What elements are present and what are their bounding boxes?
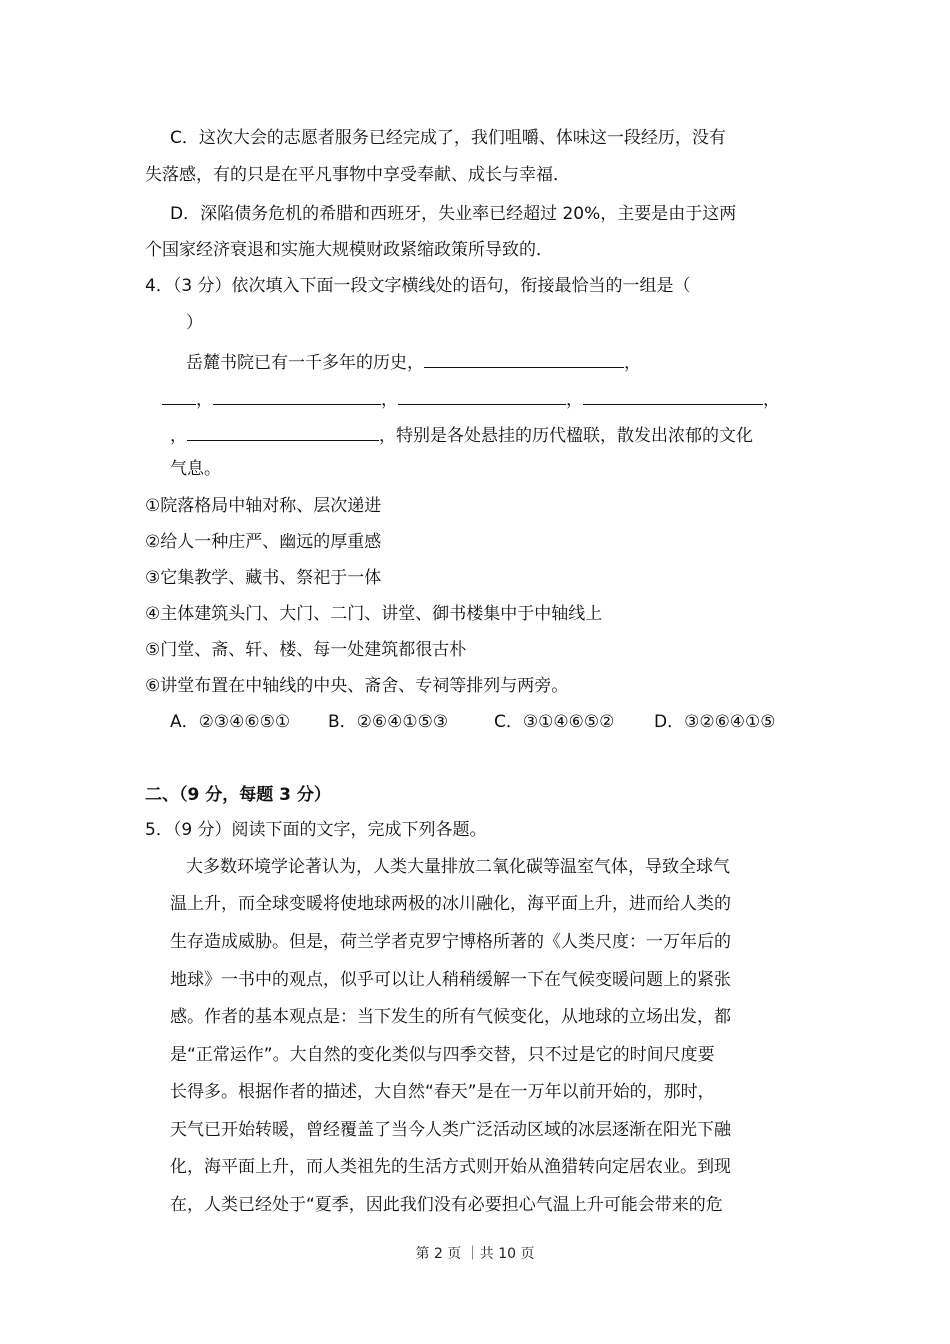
q4-passage-line3 <box>170 424 753 446</box>
q5-passage-line: 是“正常运作”。大自然的变化类似与四季交替，只不过是它的时间尺度要 <box>170 1045 715 1065</box>
passage-comma: ， <box>763 390 780 410</box>
q4-item-3: ③它集教学、藏书、祭祀于一体 <box>145 568 382 588</box>
fill-blank[interactable] <box>187 424 379 441</box>
passage-text: 岳麓书院已有一千多年的历史， <box>186 353 424 373</box>
fill-blank[interactable] <box>424 351 624 368</box>
passage-comma: ， <box>566 390 583 410</box>
q3-option-c-line2: 失落感，有的只是在平凡事物中享受奉献、成长与幸福． <box>145 165 570 185</box>
q4-item-5: ⑤门堂、斋、轩、楼、每一处建筑都很古朴 <box>145 640 467 660</box>
q4-passage-line4: 气息。 <box>170 459 221 479</box>
q4-stem-line2: ） <box>186 313 203 333</box>
q5-passage-line: 大多数环境学论著认为，人类大量排放二氧化碳等温室气体，导致全球气 <box>186 857 730 877</box>
q4-item-2: ②给人一种庄严、幽远的厚重感 <box>145 532 382 552</box>
q5-passage-line: 天气已开始转暖，曾经覆盖了当今人类广泛活动区域的冰层逐渐在阳光下融 <box>170 1120 731 1140</box>
section-two-heading: 二、（9 分，每题 3 分） <box>145 785 331 805</box>
q4-choice-d[interactable]: D．③②⑥④①⑤ <box>654 712 776 732</box>
q4-item-6: ⑥讲堂布置在中轴线的中央、斋舍、专祠等排列与两旁。 <box>145 676 569 696</box>
q4-passage-line1 <box>186 351 641 373</box>
q4-choice-a[interactable]: A．②③④⑥⑤① <box>170 712 291 732</box>
passage-text: ，特别是各处悬挂的历代楹联，散发出浓郁的文化 <box>379 426 753 446</box>
q3-option-d-line1: D．深陷债务危机的希腊和西班牙，失业率已经超过 20%，主要是由于这两 <box>170 204 737 224</box>
q5-stem: 5．（9 分）阅读下面的文字，完成下列各题。 <box>145 820 487 840</box>
q5-passage-line: 温上升，而全球变暖将使地球两极的冰川融化，海平面上升，进而给人类的 <box>170 894 731 914</box>
q5-passage-line: 化，海平面上升，而人类祖先的生活方式则开始从渔猎转向定居农业。到现 <box>170 1157 731 1177</box>
q5-passage-line: 在，人类已经处于“夏季，因此我们没有必要担心气温上升可能会带来的危 <box>170 1195 723 1215</box>
q4-choice-b[interactable]: B．②⑥④①⑤③ <box>328 712 449 732</box>
q4-item-1: ①院落格局中轴对称、层次递进 <box>145 496 382 516</box>
fill-blank[interactable] <box>162 388 196 405</box>
passage-comma: ， <box>624 353 641 373</box>
q3-option-c-line1: C．这次大会的志愿者服务已经完成了，我们咀嚼、体味这一段经历，没有 <box>170 128 726 148</box>
q4-stem-line1: 4．（3 分）依次填入下面一段文字横线处的语句，衔接最恰当的一组是（ <box>145 276 691 296</box>
q5-passage-line: 感。作者的基本观点是：当下发生的所有气候变化，从地球的立场出发，都 <box>170 1007 731 1027</box>
q5-passage-line: 生存造成威胁。但是，荷兰学者克罗宁博格所著的《人类尺度：一万年后的 <box>170 932 731 952</box>
passage-comma: ， <box>381 390 398 410</box>
q4-choice-c[interactable]: C．③①④⑥⑤② <box>494 712 615 732</box>
q5-passage-line: 地球》一书中的观点，似乎可以让人稍稍缓解一下在气候变暖问题上的紧张 <box>170 970 731 990</box>
passage-comma: ， <box>196 390 213 410</box>
q3-option-d-line2: 个国家经济衰退和实施大规模财政紧缩政策所导致的． <box>145 240 553 260</box>
fill-blank[interactable] <box>583 388 763 405</box>
fill-blank[interactable] <box>213 388 381 405</box>
q4-item-4: ④主体建筑头门、大门、二门、讲堂、御书楼集中于中轴线上 <box>145 604 603 624</box>
page-footer: 第 2 页 ｜共 10 页 <box>415 1246 535 1262</box>
fill-blank[interactable] <box>398 388 566 405</box>
q5-passage-line: 长得多。根据作者的描述，大自然“春天”是在一万年以前开始的，那时， <box>170 1082 715 1102</box>
passage-comma: ， <box>170 426 187 446</box>
q4-passage-line2 <box>162 388 780 410</box>
